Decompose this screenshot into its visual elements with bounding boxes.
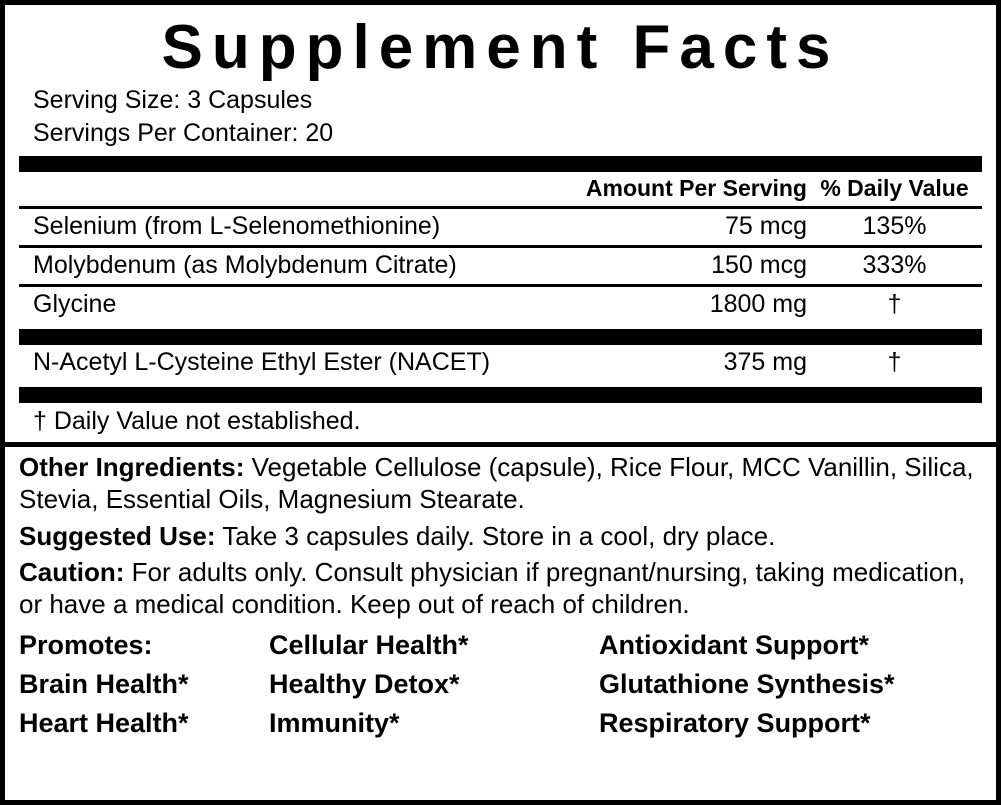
nutrition-table	[19, 172, 982, 323]
row-daily-value: 135%	[807, 208, 982, 247]
header-nutrient	[19, 172, 577, 208]
table-row	[19, 247, 982, 286]
row-name: Glycine	[33, 290, 117, 319]
table-row	[19, 208, 982, 247]
header-amount: Amount Per Serving	[577, 172, 807, 208]
table-header-row	[19, 172, 982, 208]
table-row	[19, 345, 982, 381]
serving-info	[33, 84, 982, 150]
row-daily-value: 333%	[807, 247, 982, 286]
suggested-use-text: Take 3 capsules daily. Store in a cool, dry place.	[215, 520, 776, 551]
row-name: N-Acetyl L-Cysteine Ethyl Ester (NACET)	[33, 348, 491, 377]
suggested-use-label: Suggested Use:	[19, 520, 216, 551]
promotes-item: Healthy Detox*	[269, 668, 460, 699]
divider-thick-top	[19, 156, 982, 172]
table-row	[19, 286, 982, 324]
bottom-spacer	[19, 742, 982, 800]
row-amount: 75 mcg	[577, 208, 807, 247]
row-amount: 375 mg	[723, 348, 807, 377]
promotes-item: Cellular Health*	[269, 629, 469, 660]
promotes-item: Respiratory Support*	[599, 708, 871, 739]
other-ingredients-label: Other Ingredients:	[19, 452, 245, 483]
caution-label: Caution:	[19, 557, 125, 588]
promotes-item: Immunity*	[269, 708, 400, 739]
caution	[19, 557, 982, 620]
row-name: Selenium (from L-Selenomethionine)	[19, 208, 577, 247]
serving-size: Serving Size: 3 Capsules	[33, 86, 313, 115]
row-amount: 150 mcg	[577, 247, 807, 286]
promotes-grid	[19, 627, 982, 743]
divider-thick-bottom	[19, 387, 982, 403]
daily-value-footnote: † Daily Value not established.	[33, 407, 361, 436]
promotes-item: Brain Health*	[19, 668, 189, 699]
caution-text: For adults only. Consult physician if pregnant/nursing, taking medication, or have a medical condition. Keep out of reach of children.	[19, 557, 966, 619]
promotes-label: Promotes:	[19, 629, 153, 660]
promotes-item: Antioxidant Support*	[599, 629, 869, 660]
row-amount: 1800 mg	[709, 290, 807, 319]
header-daily-value: % Daily Value	[807, 172, 982, 208]
divider-thick-mid	[19, 329, 982, 345]
section-divider	[5, 442, 996, 447]
promotes-item: Heart Health*	[19, 708, 189, 739]
other-ingredients-text: Vegetable Cellulose (capsule), Rice Flour, MCC Vanillin, Silica, Stevia, Essential Oils, Magnesium Stearate.	[19, 452, 974, 514]
servings-per-container: Servings Per Container: 20	[33, 119, 334, 148]
suggested-use	[19, 521, 982, 553]
promotes-item: Glutathione Synthesis*	[599, 668, 895, 699]
row-name: Molybdenum (as Molybdenum Citrate)	[19, 247, 577, 286]
page-title: Supplement Facts	[161, 13, 840, 82]
row-daily-value: †	[887, 348, 902, 377]
row-daily-value: †	[887, 290, 902, 319]
nutrition-table-continued	[19, 345, 982, 381]
other-ingredients	[19, 452, 982, 515]
